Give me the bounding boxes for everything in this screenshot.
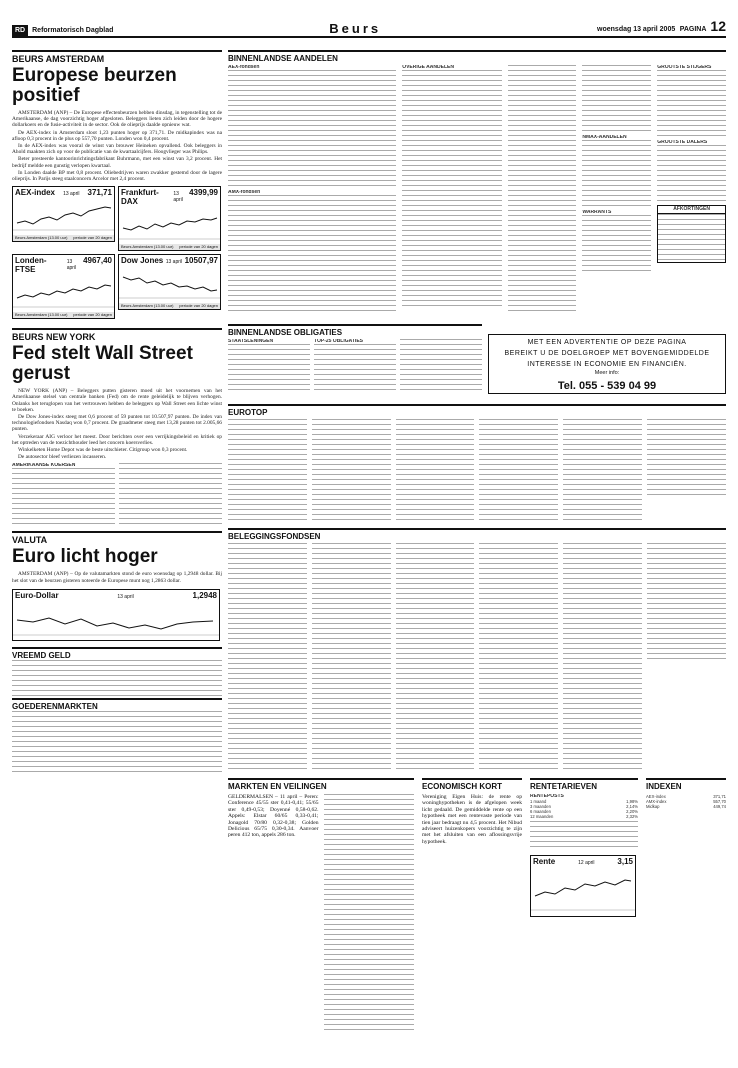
- ad-line: BEREIKT U DE DOELGROEP MET BOVENGEMIDDELDE: [504, 350, 710, 357]
- paragraph: AMSTERDAM (ANP) – Op de valutamarkten stond de euro woensdag op 1,2948 dollar. Bij het slot van de beurzen gisteren noteerde de Europese munt nog 1,2863 dollar.: [12, 571, 222, 584]
- economisch-kort: [422, 778, 522, 1058]
- line-chart: [13, 197, 114, 235]
- amerikaanse-koersen: [12, 463, 222, 527]
- bond-table: [228, 344, 310, 392]
- indexen: [646, 778, 726, 898]
- line-chart: [531, 866, 635, 916]
- cell: 449,74: [713, 804, 726, 809]
- markten-text-continued: [324, 794, 415, 1034]
- cell: 371,71: [713, 794, 726, 799]
- index-table: [646, 794, 726, 809]
- table-row: [530, 814, 638, 819]
- table-title: TOP-25 OBLIGATIES: [314, 339, 363, 344]
- section-title: EUROTOP: [228, 404, 726, 417]
- headline-wall-street: Fed stelt Wall Street gerust: [12, 343, 193, 385]
- section-title: GOEDERENMARKTEN: [12, 698, 222, 711]
- cell: 1 maand: [530, 799, 547, 804]
- chart-name: AEX-index: [15, 188, 56, 198]
- chart-footer-left: Beurs Amsterdam (13.00 uur): [121, 244, 174, 250]
- table-title: GROOTSTE DALERS: [657, 140, 708, 145]
- newspaper-logo: RD: [12, 25, 28, 36]
- paragraph: Winkelketen Home Depot was de beste uitschieter. Citigroup won 0,3 procent.: [18, 447, 188, 454]
- chart-value: 1,2948: [192, 590, 217, 600]
- eurotop-table: [563, 419, 642, 522]
- table-title: STAATSLENINGEN: [228, 339, 274, 344]
- cell: 2,32%: [626, 814, 638, 819]
- paragraph: In de AEX-index was vooral de winst van brouwer Heineken opvallend. Ook beleggers in Ahold maakten zich op voor de publicatie van de kwartaalcijfers. Hoogvlieger was Philips.: [12, 143, 222, 156]
- page-header: [12, 14, 726, 38]
- ad-line: MET EEN ADVERTENTIE OP DEZE PAGINA: [527, 339, 687, 346]
- table-title: OVERIGE AANDELEN: [402, 65, 454, 70]
- chart-value: 371,71: [87, 188, 112, 198]
- cell: AEX-index: [646, 794, 666, 799]
- eurotop-table: [312, 419, 391, 522]
- paragraph: De autosector bleef verliezen incasseren.: [18, 454, 107, 461]
- cell: 557,70: [713, 799, 726, 804]
- bond-table: [400, 339, 482, 393]
- table-title: AEX-fondsen: [228, 65, 260, 70]
- paper-name: Reformatorisch Dagblad: [32, 27, 114, 34]
- index-chart-dax: [118, 186, 221, 251]
- rate-table: [530, 799, 638, 819]
- fund-table: [647, 543, 726, 663]
- currency-table: [12, 660, 222, 696]
- ad-line: INTERESSE IN ECONOMIE EN FINANCIËN.: [527, 361, 687, 368]
- quote-table: [12, 468, 115, 526]
- section-title: MARKTEN EN VEILINGEN: [228, 778, 414, 791]
- chart-footer-left: Beurs Amsterdam (13.00 uur): [15, 235, 68, 241]
- fund-table: [479, 543, 558, 769]
- eurotop: [228, 404, 726, 522]
- page-label: PAGINA: [679, 26, 707, 33]
- fund-table: [228, 543, 307, 769]
- chart-date: 13 april: [63, 191, 80, 198]
- stock-table-3: [582, 65, 651, 135]
- cell: 3 maanden: [530, 804, 551, 809]
- section-title: INDEXEN: [646, 778, 726, 791]
- chart-footer-left: Beurs Amsterdam (13.00 uur): [121, 303, 174, 309]
- paragraph: AMSTERDAM (ANP) – De Europese effectenbeurzen hebben dinsdag, in tegenstelling tot de Amerikaanse, de dag voorzichtig hoger afgesloten. Beleggers lieten zich leiden door de hogere dollarkoers en de fusie-activiteit in de sector. Ook de olieprijs daalde opnieuw wat.: [12, 110, 222, 129]
- headline-valuta: Euro licht hoger: [12, 546, 158, 568]
- section-kicker: BEURS AMSTERDAM: [12, 50, 222, 64]
- chart-date: 12 april: [578, 860, 595, 866]
- cell: 1,98%: [626, 799, 638, 804]
- article-beurs-amsterdam: [12, 110, 222, 182]
- chart-date: 13 april: [173, 191, 183, 204]
- stock-table-overig-2: [508, 65, 577, 315]
- beleggingsfondsen: [228, 528, 726, 770]
- table-stijgers: [657, 70, 726, 140]
- euro-dollar-chart: [12, 589, 220, 641]
- chart-value: 10507,97: [184, 256, 218, 266]
- chart-name: Euro-Dollar: [15, 590, 59, 600]
- cell: 12 maanden: [530, 814, 554, 819]
- chart-footer-right: periode van 20 dagen: [73, 235, 112, 241]
- table-title: WARRANTS: [582, 210, 612, 215]
- section-title: BINNENLANDSE OBLIGATIES: [228, 324, 482, 337]
- line-chart: [13, 600, 219, 640]
- issue-date: woensdag 13 april 2005: [597, 26, 676, 33]
- quote-table: [119, 463, 222, 527]
- chart-footer-left: Beurs Amsterdam (13.00 uur): [15, 312, 68, 318]
- markten-text: GELDERMALSEN – 11 april – Peren: Conference 45/55 ster 0,41-0,41; 55/65 ster 0,49-0,53; Doyenné 0,58-0,62. Appels: Elstar 60/65 0,33-0,41; Jonagold 70/80 0,32-0,38; Golden Delicious 65/75 0,30-0,34. Aanvoer peren 412 ton, appels 286 ton.: [228, 794, 319, 839]
- economisch-text: Vereniging Eigen Huis: de rente op woninghypotheken is de afgelopen week licht gedaald. De gemiddelde rente op een hypotheek met een rentevaste periode van tien jaar bedraagt nu 4,5 procent. Het Nibud adviseert huizenkopers voorzichtig te zijn met het afsluiten van een aflossingsvrije hypotheek.: [422, 794, 522, 845]
- table-title: AFKORTINGEN: [657, 205, 726, 214]
- article-wall-street: [12, 388, 222, 460]
- fund-table: [563, 543, 642, 769]
- rente-chart: [530, 855, 636, 917]
- table-title: RENTEPOSTS: [530, 794, 564, 799]
- line-chart: [119, 206, 220, 244]
- headline-europese-beurzen: Europese beurzen positief: [12, 65, 177, 106]
- table-title: GROOTSTE STIJGERS: [657, 65, 712, 70]
- page-number: 12: [710, 18, 726, 34]
- paragraph: De Dow Jones-index steeg met 0,6 procent of 59 punten tot 10.507,97 punten. De index van technologiefondsen Nasdaq won 0,7 procent. De graadmeter steeg met 13,28 punten tot 2.005,66 punten.: [12, 414, 222, 433]
- binnenlandse-aandelen: [228, 50, 726, 320]
- cell: AMX-index: [646, 799, 667, 804]
- line-chart: [13, 274, 114, 312]
- advertisement-box: [488, 334, 726, 394]
- eurotop-table: [647, 419, 726, 499]
- chart-footer-right: periode van 20 dagen: [179, 244, 218, 250]
- chart-date: 13 april: [66, 259, 77, 272]
- ad-phone: Tel. 055 - 539 04 99: [557, 380, 657, 392]
- chart-name: Rente: [533, 857, 556, 866]
- eurotop-table: [479, 419, 558, 522]
- bond-table: [314, 344, 396, 392]
- cell: Midkap: [646, 804, 660, 809]
- table-title: NMAX-AANDELEN: [582, 135, 627, 140]
- chart-value: 4967,40: [83, 256, 112, 266]
- table-title: AMX-fondsen: [228, 190, 261, 195]
- rate-table-extra: [530, 821, 638, 851]
- section-title: BELEGGINGSFONDSEN: [228, 528, 726, 541]
- cell: 2,20%: [626, 809, 638, 814]
- afkortingen-box: [657, 214, 726, 263]
- stock-table-warrants: [582, 215, 651, 275]
- commodities-table: [12, 711, 222, 773]
- paragraph: Beter presteerde kantoorinrichtingsfabrikant Buhrmann, met een winst van 3,2 procent. Het bedrijf meldde een gunstig verlopen kwartaal.: [12, 156, 222, 169]
- cell: 6 maanden: [530, 809, 551, 814]
- section-title: RENTETARIEVEN: [530, 778, 638, 791]
- fund-table: [312, 543, 391, 769]
- binnenlandse-obligaties: [228, 324, 482, 394]
- chart-date: 13 april: [117, 593, 134, 600]
- index-chart-ftse: [12, 254, 115, 319]
- chart-name: Frankfurt-DAX: [121, 188, 159, 207]
- table-dalers: [657, 145, 726, 205]
- section-title: BINNENLANDSE AANDELEN: [228, 50, 726, 63]
- section-title: VREEMD GELD: [12, 647, 222, 660]
- fund-table: [396, 543, 475, 769]
- article-valuta: [12, 571, 222, 583]
- chart-value: 4399,99: [189, 188, 218, 198]
- section-title: Beurs: [329, 21, 382, 36]
- section-title: ECONOMISCH KORT: [422, 778, 522, 791]
- rentetarieven: [530, 778, 638, 1058]
- paragraph: NEW YORK (ANP) – Beleggers putten gisteren moed uit het voornemen van het Amerikaanse stelsel van centrale banken (Fed) om de rente geleidelijk te blijven verhogen. Onlanks het teruglopen van het vertrouwen hebben de beleggers op Wall Street een lichte winst te boeken.: [12, 388, 222, 413]
- section-kicker: VALUTA: [12, 531, 222, 545]
- chart-name: Londen-FTSE: [15, 256, 47, 275]
- stock-table-amx: [228, 195, 396, 313]
- stock-table-overig: [402, 70, 501, 310]
- chart-footer-right: periode van 20 dagen: [73, 312, 112, 318]
- markten-en-veilingen: [228, 778, 414, 1058]
- stock-table-aex: [228, 70, 396, 188]
- left-column: [12, 50, 222, 773]
- paragraph: De AEX-index in Amsterdam sloot 1,23 punten hoger op 371,71. De midkapindex was na afloop 0,3 procent in de plus op 557,70 punten. Londen won 0,4 procent.: [12, 129, 222, 142]
- chart-value: 3,15: [617, 857, 633, 866]
- eurotop-table: [396, 419, 475, 522]
- ad-line: Meer info:: [594, 370, 620, 376]
- line-chart: [119, 265, 220, 303]
- paragraph: In Londen daalde BP met 0,8 procent. Oliebedrijven waren zwakker gestemd door de lagere olieprijs. In Parijs steeg staalconcern Arcelor met 2,4 procent.: [12, 169, 222, 183]
- chart-date: 13 april: [165, 259, 183, 266]
- chart-footer-right: periode van 20 dagen: [179, 303, 218, 309]
- chart-name: Dow Jones: [121, 256, 164, 266]
- index-chart-aex: [12, 186, 115, 242]
- stock-table-nmax: [582, 140, 651, 210]
- index-charts: [12, 186, 222, 322]
- table-row: [646, 804, 726, 809]
- index-chart-dow: [118, 254, 221, 310]
- paragraph: Verzekeraar AIG verloor het meest. Door berichten over een verrijkingsbeleid en kritiek op het optreden van de toezichthouder leed het concern koersverlies.: [12, 433, 222, 446]
- eurotop-table: [228, 419, 307, 522]
- section-kicker: BEURS NEW YORK: [12, 328, 222, 342]
- table-title: AMERIKAANSE KOERSEN: [12, 463, 76, 469]
- cell: 2,14%: [626, 804, 638, 809]
